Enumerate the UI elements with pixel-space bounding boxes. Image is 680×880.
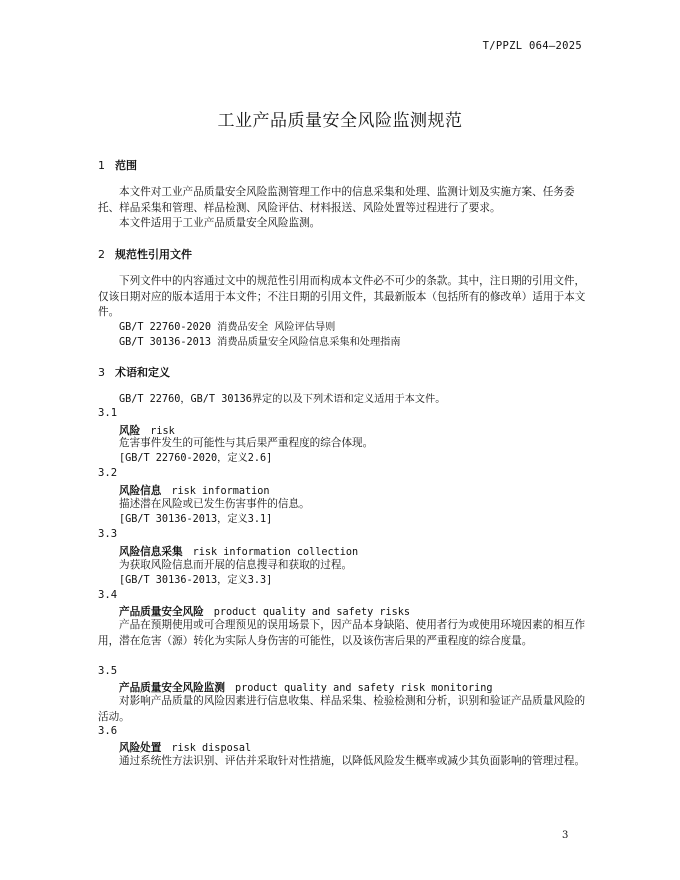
term-title — [119, 604, 410, 619]
term-definition: 危害事件发生的可能性与其后果严重程度的综合体现。 — [119, 437, 374, 449]
page-number: 3 — [562, 830, 569, 841]
term-en: risk — [150, 426, 175, 437]
term-title — [119, 740, 251, 755]
term-definition: 描述潜在风险或已发生伤害事件的信息。 — [119, 498, 310, 510]
term-source: [GB/T 30136-2013，定义3.1] — [119, 514, 273, 525]
term-definition: 通过系统性方法识别、评估并采取针对性措施，以降低风险发生概率或减少其负面影响的管理过程。 — [119, 755, 586, 767]
normative-reference-1: GB/T 22760-2020 消费品安全 风险评估导则 — [119, 322, 336, 333]
document-code: T/PPZL 064—2025 — [482, 40, 582, 52]
term-number: 3.2 — [98, 467, 118, 479]
term-cn: 风险处置 — [119, 742, 162, 754]
section-1-number: 1 — [98, 159, 105, 172]
section-1-paragraph-1: 本文件对工业产品质量安全风险监测管理工作中的信息采集和处理、监测计划及实施方案、任务委托、样品采集和管理、样品检测、风险评估、材料报送、风险处置等过程进行了要求。 — [98, 186, 575, 214]
term-definition: 产品在预期使用或可合理预见的误用场景下，因产品本身缺陷、使用者行为或使用环境因素的相互作用，潜在危害（源）转化为实际人身伤害的可能性，以及该伤害后果的严重程度的综合度量。 — [98, 619, 586, 647]
section-2-number: 2 — [98, 248, 105, 261]
document-title: 工业产品质量安全风险监测规范 — [217, 111, 463, 131]
term-cn: 产品质量安全风险 — [119, 606, 204, 618]
term-cn: 风险信息 — [119, 485, 162, 497]
section-3-heading — [98, 364, 170, 380]
term-title — [119, 544, 358, 559]
section-2-title: 规范性引用文件 — [115, 248, 192, 261]
term-source: [GB/T 22760-2020，定义2.6] — [119, 453, 273, 464]
term-cn: 风险信息采集 — [119, 546, 183, 558]
term-definition: 为获取风险信息而开展的信息搜寻和获取的过程。 — [119, 559, 353, 571]
term-en: product quality and safety risks — [213, 607, 411, 618]
term-number: 3.3 — [98, 528, 118, 540]
term-en: risk disposal — [171, 743, 252, 754]
term-source: [GB/T 30136-2013，定义3.3] — [119, 575, 273, 586]
section-2-paragraph-1: 下列文件中的内容通过文中的规范性引用而构成本文件必不可少的条款。其中，注日期的引用文件，仅该日期对应的版本适用于本文件；不注日期的引用文件，其最新版本（包括所有的修改单）适用于本文件。 — [98, 275, 586, 318]
term-en: risk information collection — [192, 547, 359, 558]
term-cn: 产品质量安全风险监测 — [119, 682, 225, 694]
term-en: product quality and safety risk monitoring — [234, 683, 493, 694]
term-number: 3.6 — [98, 725, 118, 737]
section-3-number: 3 — [98, 366, 105, 379]
section-1-title: 范围 — [115, 159, 137, 172]
normative-reference-2: GB/T 30136-2013 消费品质量安全风险信息采集和处理指南 — [119, 337, 401, 348]
term-title — [119, 483, 270, 498]
section-1-heading — [98, 157, 137, 173]
section-2-heading — [98, 246, 192, 262]
term-en: risk information — [171, 486, 270, 497]
section-3-intro: GB/T 22760，GB/T 30136界定的以及下列术语和定义适用于本文件。 — [119, 394, 446, 405]
section-3-title: 术语和定义 — [115, 366, 170, 379]
term-number: 3.4 — [98, 589, 118, 601]
section-1-paragraph-2: 本文件适用于工业产品质量安全风险监测。 — [119, 217, 321, 229]
term-title — [119, 680, 493, 695]
term-number: 3.1 — [98, 407, 118, 419]
term-number: 3.5 — [98, 665, 118, 677]
term-cn: 风险 — [119, 425, 141, 437]
term-definition: 对影响产品质量的风险因素进行信息收集、样品采集、检验检测和分析，识别和验证产品质量风险的活动。 — [98, 695, 586, 723]
